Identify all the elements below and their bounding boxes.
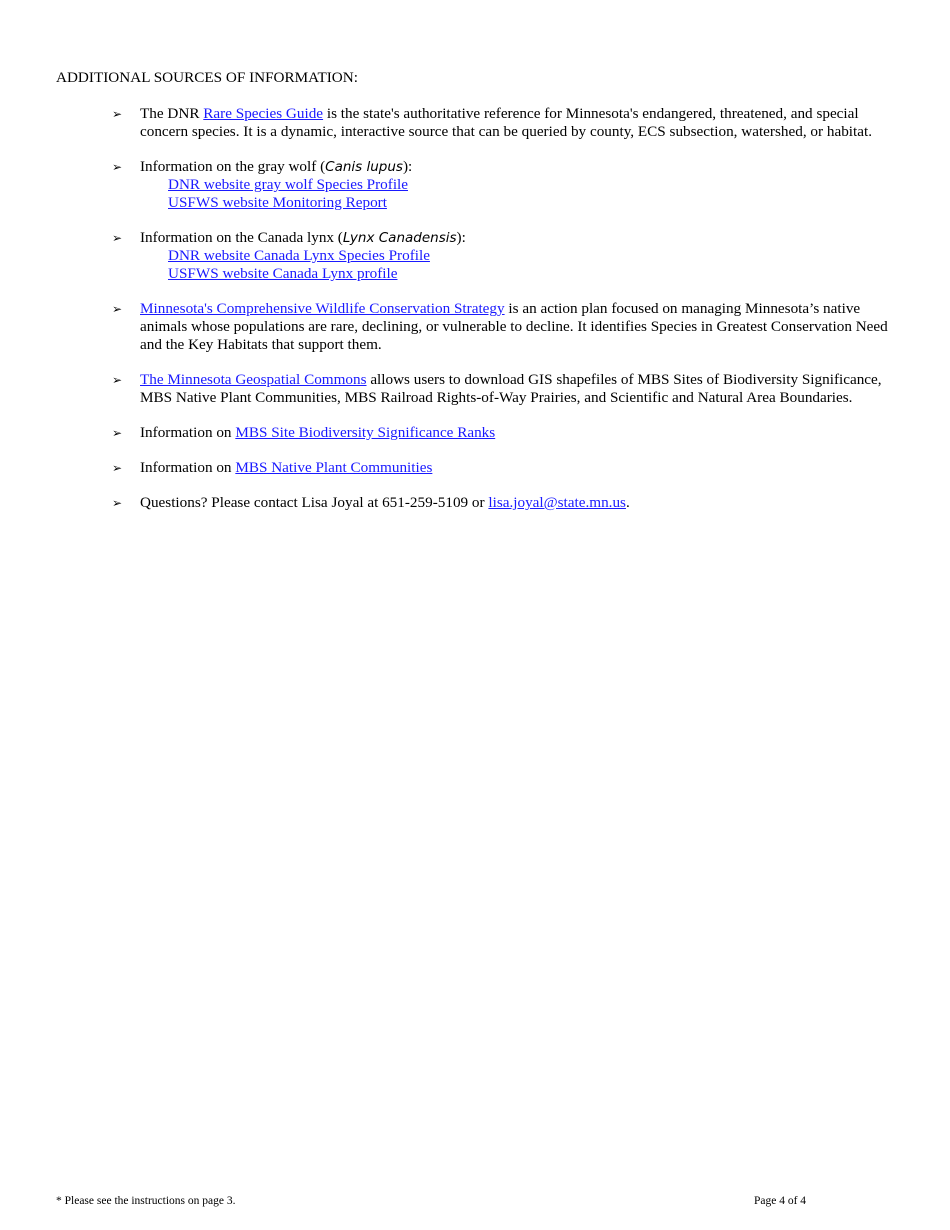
usfws-canada-lynx-profile-link[interactable]: USFWS website Canada Lynx profile (168, 265, 398, 282)
rare-species-guide-link[interactable]: Rare Species Guide (203, 105, 324, 122)
item-text: Information on (140, 459, 236, 476)
list-item-rare-species-guide (112, 105, 902, 141)
list-item-native-plant-communities (112, 459, 902, 477)
dnr-gray-wolf-profile-link[interactable]: DNR website gray wolf Species Profile (168, 176, 408, 193)
item-text: ): (402, 158, 413, 175)
arrow-bullet-icon: ➢ (112, 496, 123, 510)
contact-email-link[interactable]: lisa.joyal@state.mn.us (488, 494, 626, 511)
item-text: ): (456, 229, 466, 246)
list-item-canada-lynx (112, 229, 902, 283)
item-text: Information on (140, 424, 236, 441)
arrow-bullet-icon: ➢ (112, 461, 123, 475)
list-item-wildlife-strategy (112, 300, 902, 354)
biodiversity-significance-ranks-link[interactable]: MBS Site Biodiversity Significance Ranks (235, 424, 496, 441)
dnr-canada-lynx-profile-link[interactable]: DNR website Canada Lynx Species Profile (168, 247, 430, 264)
arrow-bullet-icon: ➢ (112, 160, 123, 174)
wildlife-conservation-strategy-link[interactable]: Minnesota's Comprehensive Wildlife Conservation Strategy (140, 300, 505, 317)
footer-note: * Please see the instructions on page 3. (56, 1195, 236, 1207)
usfws-monitoring-report-link[interactable]: USFWS website Monitoring Report (168, 194, 387, 211)
native-plant-communities-link[interactable]: MBS Native Plant Communities (235, 459, 433, 476)
page-number: Page 4 of 4 (754, 1195, 807, 1207)
list-item-geospatial-commons (112, 371, 902, 407)
item-text: Information on the gray wolf ( (140, 158, 326, 175)
item-text: The DNR (140, 105, 204, 122)
item-text: allows users to download GIS shapefiles of MBS Sites of Biodiversity Significance, MBS Native Plant Communities, MBS Railroad Rights-of-Way Prairies, and Scientific and Natural Area Boundaries. (140, 371, 882, 406)
geospatial-commons-link[interactable]: The Minnesota Geospatial Commons (140, 371, 367, 388)
item-text: is an action plan focused on managing Minnesota’s native animals whose populations are rare, declining, or vulnerable to decline. It identifies Species in Greatest Conservation Need and the Key Habitats that support them. (140, 300, 888, 353)
arrow-bullet-icon: ➢ (112, 426, 123, 440)
scientific-name: Canis lupus (325, 159, 403, 175)
arrow-bullet-icon: ➢ (112, 231, 123, 245)
sources-list (112, 105, 902, 529)
scientific-name: Lynx Canadensis (342, 230, 457, 246)
arrow-bullet-icon: ➢ (112, 302, 123, 316)
item-text: . (625, 494, 630, 511)
arrow-bullet-icon: ➢ (112, 373, 123, 387)
arrow-bullet-icon: ➢ (112, 107, 123, 121)
item-text: Questions? Please contact Lisa Joyal at 651-259-5109 or (140, 494, 489, 511)
list-item-questions (112, 494, 902, 512)
list-item-biodiversity-ranks (112, 424, 902, 442)
list-item-gray-wolf (112, 158, 902, 212)
item-text: is the state's authoritative reference for Minnesota's endangered, threatened, and special concern species. It is a dynamic, interactive source that can be queried by county, ECS subsection, watershed, or habitat. (140, 105, 872, 140)
item-text: Information on the Canada lynx ( (140, 229, 343, 246)
section-heading: ADDITIONAL SOURCES OF INFORMATION: (56, 69, 358, 86)
